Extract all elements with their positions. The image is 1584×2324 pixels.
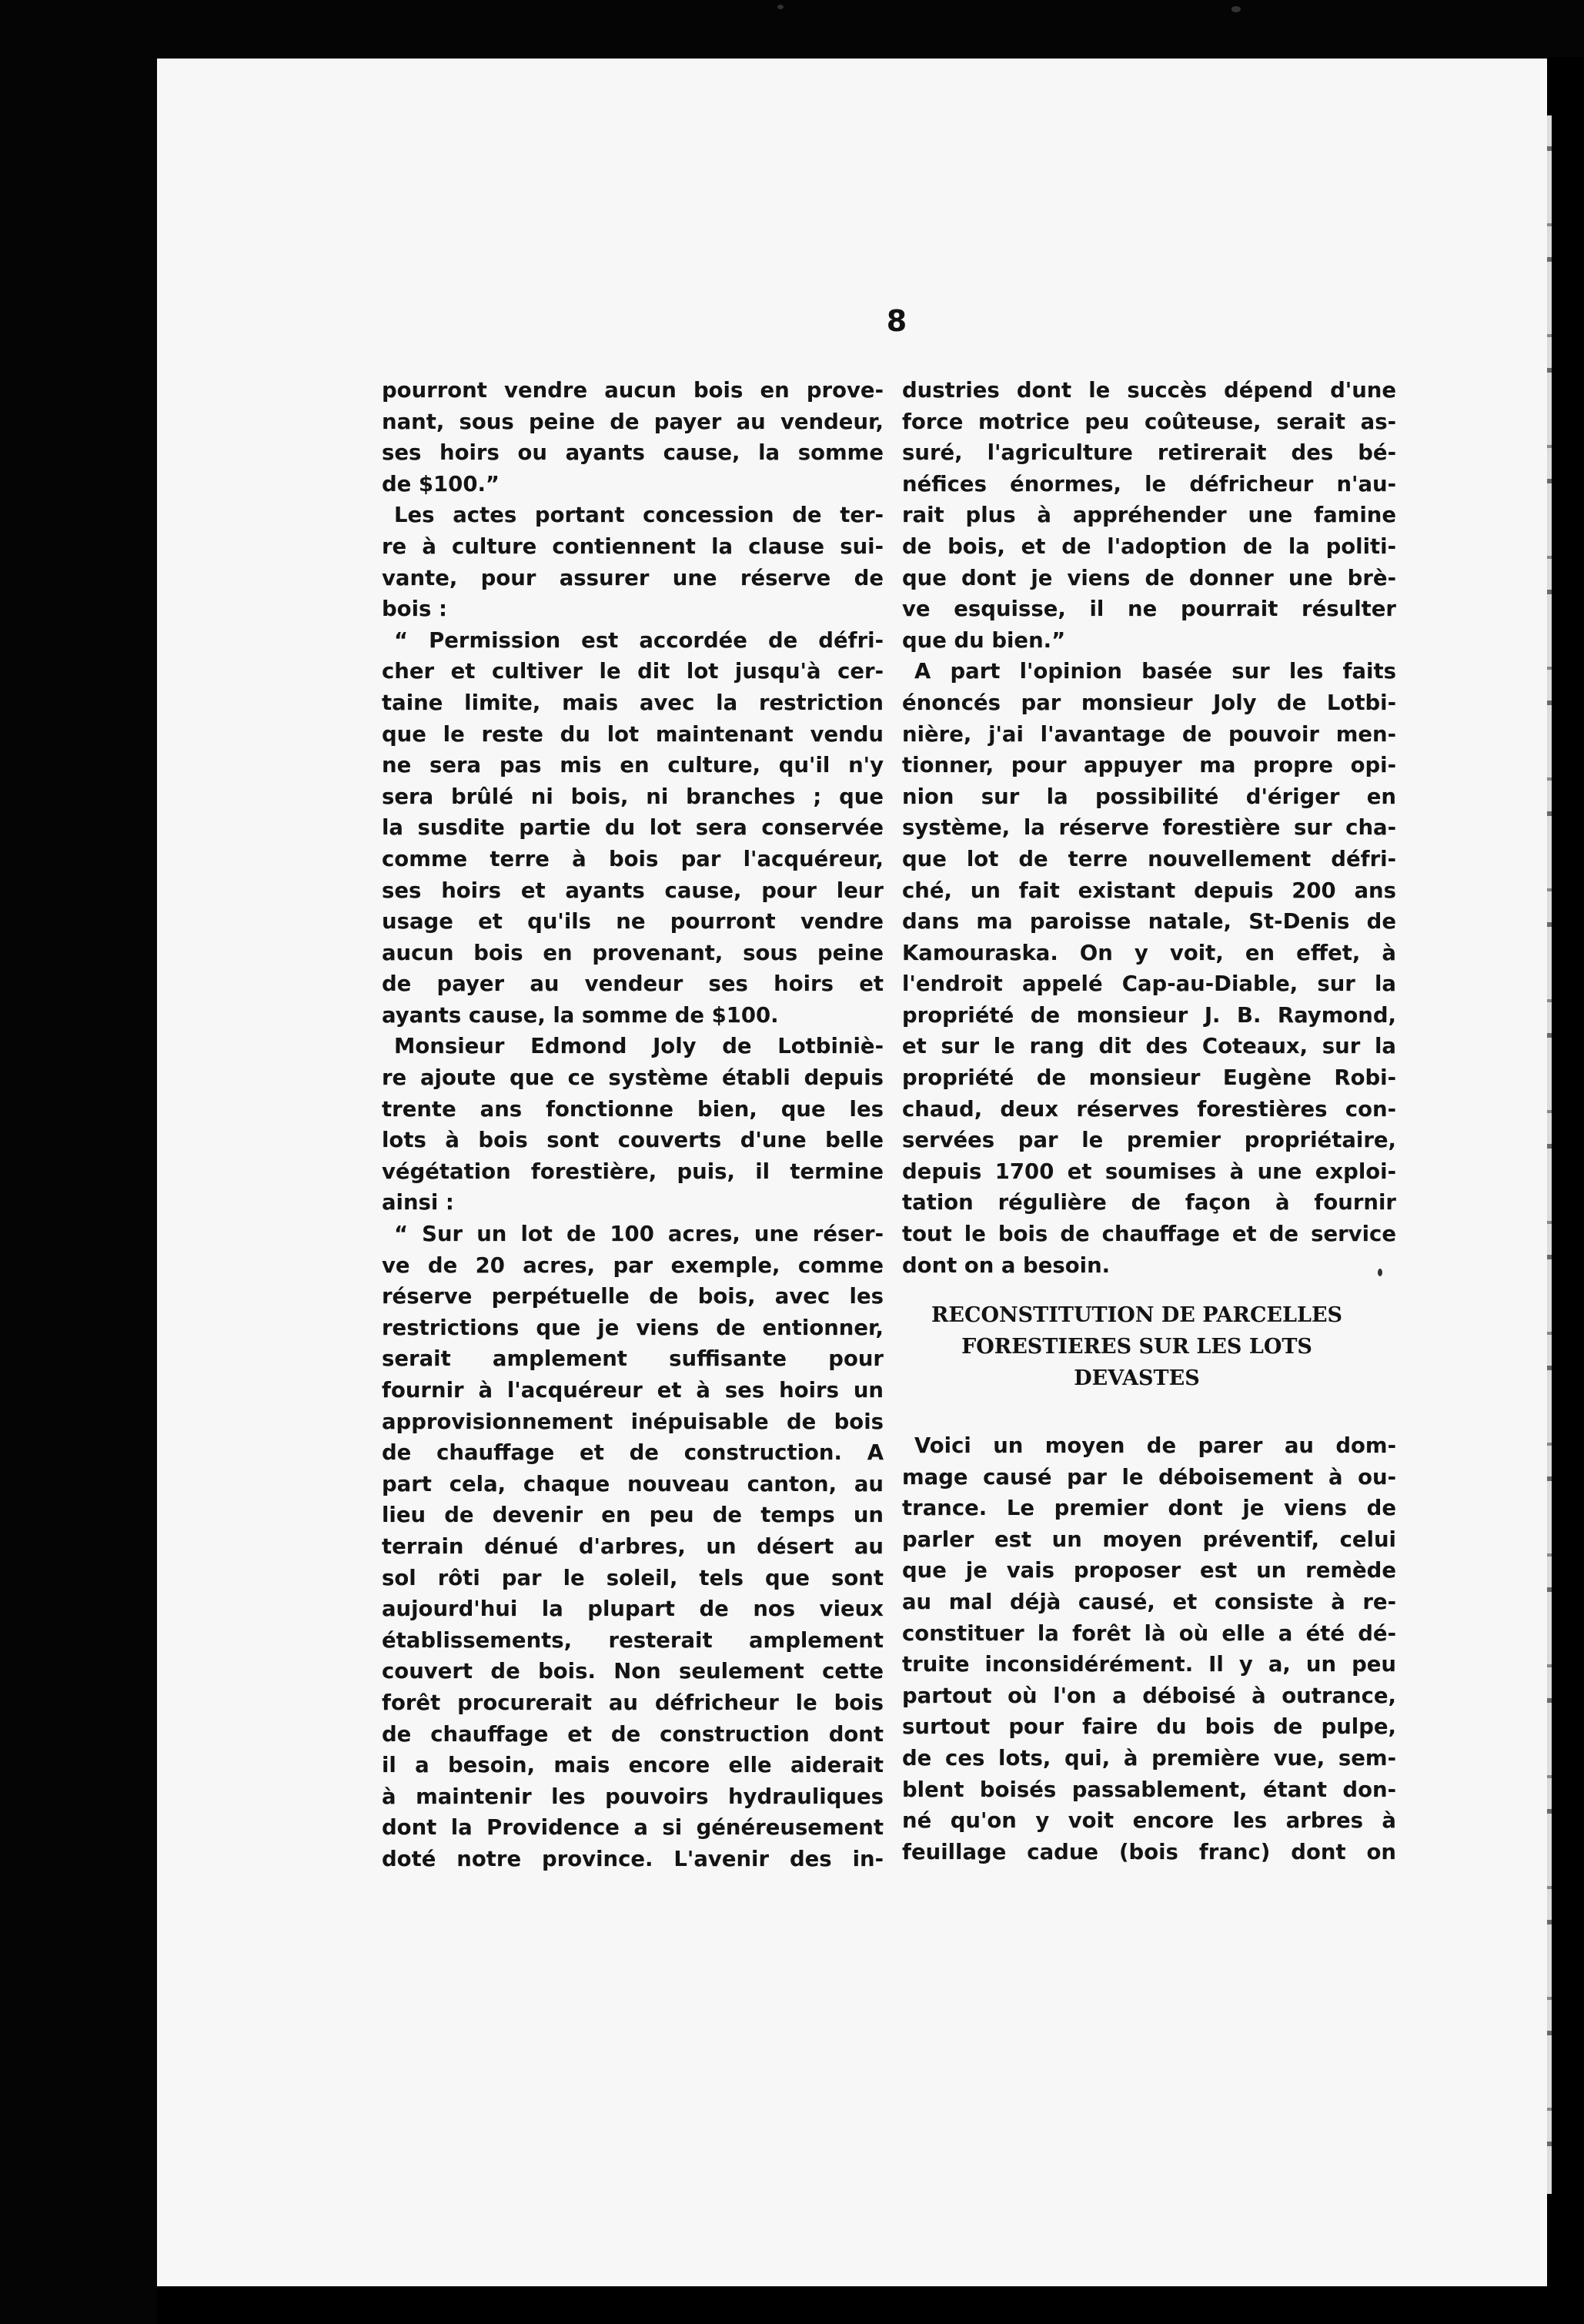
left-column-line: Monsieur Edmond Joly de Lotbiniè-: [394, 1034, 884, 1059]
right-column-line: tation régulière de façon à fournir: [902, 1190, 1396, 1216]
right-column-line: A part l'opinion basée sur les faits: [914, 659, 1396, 684]
right-column-line: dustries dont le succès dépend d'une: [902, 378, 1396, 403]
scan-speck: [1231, 6, 1241, 12]
left-column-line: de payer au vendeur ses hoirs et: [382, 971, 884, 997]
left-column-line: lieu de devenir en peu de temps un: [382, 1503, 884, 1528]
left-column-line: réserve perpétuelle de bois, avec les: [382, 1284, 884, 1309]
page-number: 8: [886, 304, 907, 338]
section-body-line: surtout pour faire du bois de pulpe,: [902, 1714, 1396, 1740]
left-column-line: pourront vendre aucun bois en prove-: [382, 378, 884, 403]
right-column-section: [902, 1430, 1396, 1868]
right-column-line: dans ma paroisse natale, St-Denis de: [902, 909, 1396, 935]
left-column-line: bois :: [382, 597, 447, 622]
right-column-line: dont on a besoin.: [902, 1252, 1111, 1278]
left-column-line: dont la Providence a si généreusement: [382, 1815, 884, 1841]
right-column-line: que dont je viens de donner une brè-: [902, 565, 1396, 590]
right-column-line: et sur le rang dit des Coteaux, sur la: [902, 1034, 1396, 1059]
section-body-line: que je vais proposer est un remède: [902, 1558, 1396, 1583]
right-column-line: néfices énormes, le défricheur n'au-: [902, 471, 1396, 497]
left-column-line: que le reste du lot maintenant vendu: [382, 721, 884, 747]
section-body-line: feuillage cadue (bois franc) dont on: [902, 1839, 1396, 1864]
right-column-line: force motrice peu coûteuse, serait as-: [902, 409, 1396, 434]
left-column-line: végétation forestière, puis, il termine: [382, 1159, 884, 1184]
left-column-line: Les actes portant concession de ter-: [394, 503, 884, 528]
right-column-line: tionner, pour appuyer ma propre opi-: [902, 753, 1396, 778]
left-column-line: de $100.”: [382, 471, 500, 497]
right-column-line: Kamouraska. On y voit, en effet, à: [902, 940, 1396, 965]
heading-line: DEVASTES: [1074, 1366, 1200, 1390]
left-column-line: ayants cause, la somme de $100.: [382, 1002, 779, 1028]
left-column-line: sera brûlé ni bois, ni branches ; que: [382, 784, 884, 809]
left-column-line: re ajoute que ce système établi depuis: [382, 1065, 884, 1091]
left-column-line: serait amplement suffisante pour: [382, 1346, 884, 1372]
left-column-line: il a besoin, mais encore elle aiderait: [382, 1753, 884, 1778]
section-body-line: truite inconsidérément. Il y a, un peu: [902, 1652, 1396, 1677]
left-column-line: vante, pour assurer une réserve de: [382, 565, 884, 590]
left-column-line: usage et qu'ils ne pourront vendre: [382, 909, 884, 935]
section-heading: [896, 1299, 1378, 1394]
right-column: [902, 375, 1396, 1281]
section-body-line: trance. Le premier dont je viens de: [902, 1496, 1396, 1521]
right-column-line: que du bien.”: [902, 627, 1066, 653]
left-column-line: aujourd'hui la plupart de nos vieux: [382, 1597, 884, 1622]
heading-line: FORESTIERES SUR LES LOTS: [961, 1335, 1312, 1359]
left-column-line: “ Sur un lot de 100 acres, une réser-: [394, 1222, 884, 1247]
right-column-line: propriété de monsieur Eugène Robi-: [902, 1065, 1396, 1091]
section-body-line: blent boisés passablement, étant don-: [902, 1777, 1396, 1802]
right-column-line: propriété de monsieur J. B. Raymond,: [902, 1002, 1396, 1028]
left-column: [382, 375, 884, 1875]
section-body-line: partout où l'on a déboisé à outrance,: [902, 1683, 1396, 1708]
left-column-line: “ Permission est accordée de défri-: [394, 627, 884, 653]
right-column-line: énoncés par monsieur Joly de Lotbi-: [902, 690, 1396, 715]
right-column-line: de bois, et de l'adoption de la politi-: [902, 533, 1396, 559]
left-column-line: re à culture contiennent la clause sui-: [382, 533, 884, 559]
left-column-line: restrictions que je viens de entionner,: [382, 1315, 884, 1340]
right-column-line: ché, un fait existant depuis 200 ans: [902, 878, 1396, 903]
left-column-line: terrain dénué d'arbres, un désert au: [382, 1533, 884, 1559]
section-body-line: au mal déjà causé, et consiste à re-: [902, 1589, 1396, 1614]
right-column-line: depuis 1700 et soumises à une exploi-: [902, 1159, 1396, 1184]
heading-line: RECONSTITUTION DE PARCELLES: [931, 1303, 1343, 1327]
right-column-line: suré, l'agriculture retirerait des bé-: [902, 440, 1396, 466]
left-column-line: nant, sous peine de payer au vendeur,: [382, 409, 884, 434]
right-column-line: rait plus à appréhender une famine: [902, 503, 1396, 528]
left-column-line: de chauffage et de construction. A: [382, 1440, 884, 1466]
right-column-line: chaud, deux réserves forestières con-: [902, 1096, 1396, 1122]
left-column-line: la susdite partie du lot sera conservée: [382, 815, 884, 841]
right-column-line: servées par le premier propriétaire,: [902, 1128, 1396, 1153]
right-column-line: nière, j'ai l'avantage de pouvoir men-: [902, 721, 1396, 747]
right-column-line: ve esquisse, il ne pourrait résulter: [902, 597, 1396, 622]
left-column-line: part cela, chaque nouveau canton, au: [382, 1471, 884, 1496]
right-column-line: tout le bois de chauffage et de service: [902, 1222, 1396, 1247]
page-edge: [1547, 115, 1552, 2194]
left-column-line: comme terre à bois par l'acquéreur,: [382, 846, 884, 871]
left-column-line: fournir à l'acquéreur et à ses hoirs un: [382, 1378, 884, 1403]
left-column-line: trente ans fonctionne bien, que les: [382, 1096, 884, 1122]
section-body-line: Voici un moyen de parer au dom-: [914, 1433, 1396, 1458]
right-column-line: nion sur la possibilité d'ériger en: [902, 784, 1396, 809]
left-column-line: forêt procurerait au défricheur le bois: [382, 1690, 884, 1715]
left-column-line: cher et cultiver le dit lot jusqu'à cer-: [382, 659, 884, 684]
right-column-line: que lot de terre nouvellement défri-: [902, 846, 1396, 871]
left-column-line: à maintenir les pouvoirs hydrauliques: [382, 1784, 884, 1809]
left-column-line: ses hoirs ou ayants cause, la somme: [382, 440, 884, 466]
section-body-line: parler est un moyen préventif, celui: [902, 1526, 1396, 1552]
left-column-line: couvert de bois. Non seulement cette: [382, 1659, 884, 1684]
left-column-line: approvisionnement inépuisable de bois: [382, 1409, 884, 1434]
section-body-line: constituer la forêt là où elle a été dé-: [902, 1620, 1396, 1646]
left-column-line: de chauffage et de construction dont: [382, 1721, 884, 1747]
right-column-line: l'endroit appelé Cap-au-Diable, sur la: [902, 971, 1396, 997]
scan-speck: [777, 5, 784, 9]
section-body-line: né qu'on y voit encore les arbres à: [902, 1808, 1396, 1834]
left-column-line: lots à bois sont couverts d'une belle: [382, 1128, 884, 1153]
left-column-line: ses hoirs et ayants cause, pour leur: [382, 878, 884, 903]
right-column-line: système, la réserve forestière sur cha-: [902, 815, 1396, 841]
left-column-line: sol rôti par le soleil, tels que sont: [382, 1565, 884, 1590]
section-body-line: mage causé par le déboisement à ou-: [902, 1464, 1396, 1490]
left-column-line: ve de 20 acres, par exemple, comme: [382, 1252, 884, 1278]
left-column-line: ne sera pas mis en culture, qu'il n'y: [382, 753, 884, 778]
left-column-line: aucun bois en provenant, sous peine: [382, 940, 884, 965]
section-body-line: de ces lots, qui, à première vue, sem-: [902, 1745, 1396, 1771]
left-column-line: établissements, resterait amplement: [382, 1627, 884, 1653]
left-column-line: taine limite, mais avec la restriction: [382, 690, 884, 715]
left-column-line: ainsi :: [382, 1190, 454, 1216]
left-column-line: doté notre province. L'avenir des in-: [382, 1846, 884, 1871]
